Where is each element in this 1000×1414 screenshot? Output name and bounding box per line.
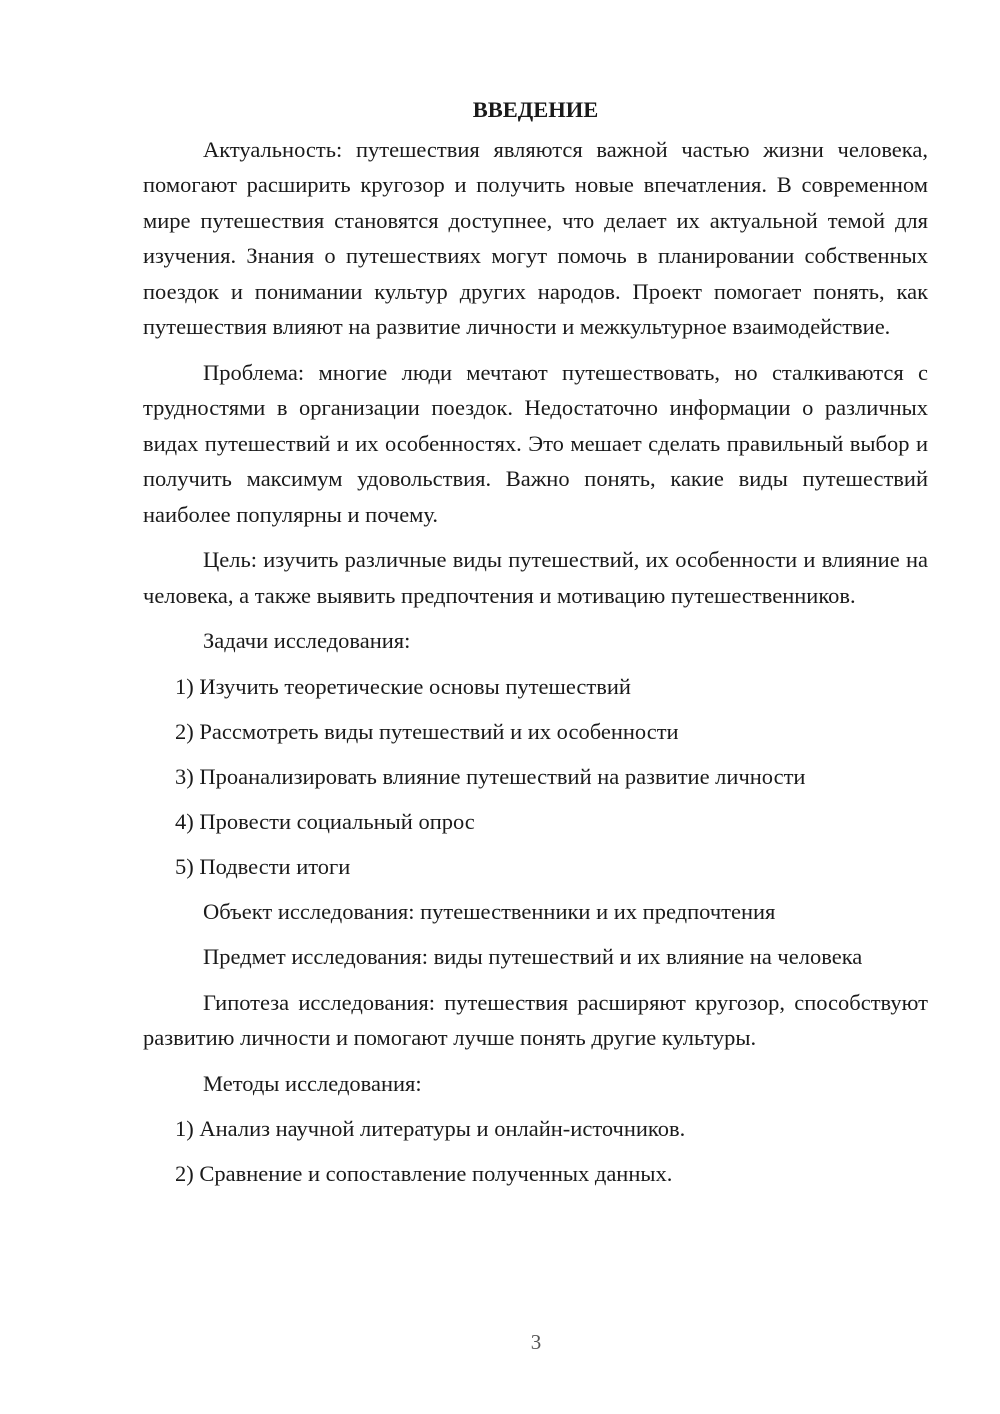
task-item: 2) Рассмотреть виды путешествий и их особенности	[175, 718, 679, 744]
method-item: 2) Сравнение и сопоставление полученных данных.	[175, 1161, 673, 1186]
method-item: 1) Анализ научной литературы и онлайн-источников.	[175, 1116, 686, 1141]
page-content	[143, 92, 928, 1201]
methods-heading: Методы исследования:	[203, 1070, 422, 1096]
task-item: 1) Изучить теоретические основы путешествий	[175, 673, 631, 699]
task-item: 5) Подвести итоги	[175, 853, 351, 879]
tasks-heading: Задачи исследования:	[203, 628, 411, 653]
section-title: ВВЕДЕНИЕ	[472, 97, 599, 122]
task-item: 3) Проанализировать влияние путешествий на развитие личности	[175, 763, 806, 789]
task-item: 4) Провести социальный опрос	[175, 808, 475, 834]
relevance-paragraph: Актуальность: путешествия являются важной частью жизни человека, помогают расширить кругозор и получить новые впечатления. В современном мире путешествия становятся доступнее, что делает их актуальной темой для изучения. Знания о путешествиях могут помочь в планировании собственных поездок и понимании культур других народов. Проект помогает понять, как путешествия влияют на развитие личности и межкультурное взаимодействие.	[143, 136, 928, 339]
hypothesis-paragraph: Гипотеза исследования: путешествия расширяют кругозор, способствуют развитию личности и помогают лучше понять другие культуры.	[143, 989, 928, 1050]
problem-paragraph: Проблема: многие люди мечтают путешествовать, но сталкиваются с трудностями в организации поездок. Недостаточно информации о различных видах путешествий и их особенностях. Это мешает сделать правильный выбор и получить максимум удовольствия. Важно понять, какие виды путешествий наиболее популярны и почему.	[143, 359, 928, 527]
subject-paragraph: Предмет исследования: виды путешествий и их влияние на человека	[203, 944, 863, 969]
goal-paragraph: Цель: изучить различные виды путешествий, их особенности и влияние на человека, а также выявить предпочтения и мотивацию путешественников.	[143, 547, 928, 608]
page-number: 3	[530, 1330, 542, 1354]
object-paragraph: Объект исследования: путешественники и их предпочтения	[203, 898, 776, 924]
